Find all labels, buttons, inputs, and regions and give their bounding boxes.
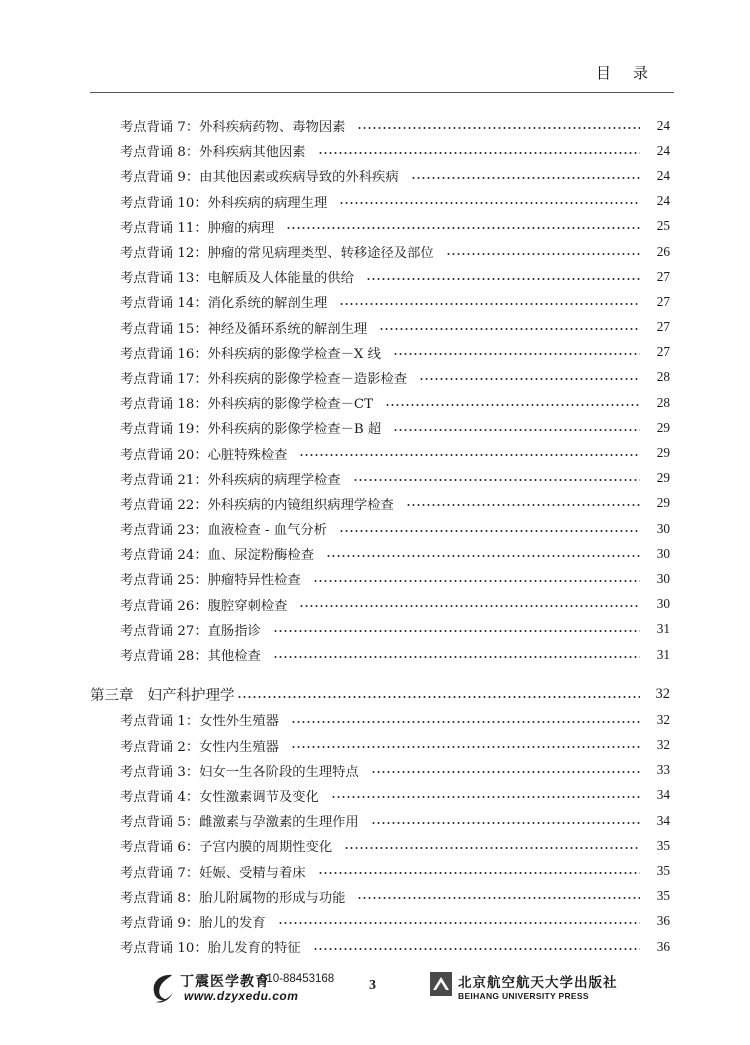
entry-label: 考点背诵 12： xyxy=(120,246,208,262)
toc-entry-row[interactable] xyxy=(0,239,750,264)
entry-label: 考点背诵 21： xyxy=(120,472,208,488)
right-logo-en: BEIHANG UNIVERSITY PRESS xyxy=(458,991,589,1001)
publisher-logo-right xyxy=(430,970,630,1006)
entry-title: 肿瘤的病理 xyxy=(207,220,275,236)
entry-label: 考点背诵 24： xyxy=(120,548,208,564)
left-logo-url: www.dzyxedu.com xyxy=(184,989,299,1003)
entry-label: 考点背诵 17： xyxy=(120,371,208,387)
toc-entry-row[interactable] xyxy=(0,707,750,732)
page-ref: 30 xyxy=(656,520,670,536)
swirl-logo-icon xyxy=(150,972,176,1004)
page-ref: 34 xyxy=(656,812,670,828)
dot-leader xyxy=(385,404,640,406)
page-ref: 30 xyxy=(656,545,670,561)
toc-entry-row[interactable] xyxy=(0,858,750,883)
entry-label: 考点背诵 10： xyxy=(120,941,208,957)
entry-title: 外科疾病的病理学检查 xyxy=(207,472,341,488)
entry-title: 雌激素与孕激素的生理作用 xyxy=(199,815,359,831)
toc-entry-row[interactable] xyxy=(0,909,750,934)
entry-title: 腹腔穿刺检查 xyxy=(207,598,288,614)
entry-title: 消化系统的解剖生理 xyxy=(207,296,328,312)
entry-title: 女性激素调节及变化 xyxy=(199,789,319,805)
entry-label: 考点背诵 20： xyxy=(120,447,208,463)
dot-leader xyxy=(353,479,640,481)
dot-leader xyxy=(379,328,640,330)
dot-leader xyxy=(366,278,640,280)
entry-title: 外科疾病的影像学检查－X 线 xyxy=(207,346,381,362)
entry-title: 外科疾病的影像学检查－B 超 xyxy=(207,422,382,438)
entry-title: 心脏特殊检查 xyxy=(207,447,288,463)
dot-leader xyxy=(411,177,640,179)
dot-leader xyxy=(371,771,640,773)
page-ref: 29 xyxy=(656,419,670,435)
right-logo-text: 北京航空航天大学出版社 xyxy=(458,975,618,991)
toc-entry-row[interactable] xyxy=(0,390,750,415)
entry-label: 考点背诵 4： xyxy=(120,789,200,805)
dot-leader xyxy=(273,630,640,632)
toc-entry-row[interactable] xyxy=(0,592,750,617)
toc-entry-row[interactable] xyxy=(0,415,750,440)
page-ref: 30 xyxy=(656,570,670,586)
entry-label: 考点背诵 8： xyxy=(120,890,200,906)
toc-entry-row[interactable] xyxy=(0,214,750,239)
dot-leader xyxy=(273,656,640,658)
dot-leader xyxy=(326,555,640,557)
page-ref: 32 xyxy=(656,711,670,727)
page-number: 3 xyxy=(369,978,376,993)
page-ref: 32 xyxy=(656,737,670,753)
entry-label: 考点背诵 23： xyxy=(120,523,208,539)
page-ref: 29 xyxy=(656,495,670,511)
page-ref: 29 xyxy=(656,470,670,486)
entry-title: 血、尿淀粉酶检查 xyxy=(207,548,315,564)
toc-entry-row[interactable] xyxy=(0,189,750,214)
page-ref: 36 xyxy=(656,938,670,954)
toc-entry-row[interactable] xyxy=(0,264,750,289)
page-ref: 28 xyxy=(656,369,670,385)
footer xyxy=(0,970,750,1010)
entry-label: 考点背诵 7： xyxy=(120,120,200,136)
page-ref: 24 xyxy=(656,142,670,158)
entry-title: 神经及循环系统的解剖生理 xyxy=(207,321,368,337)
left-logo-text: 丁震医学教育 xyxy=(180,974,270,990)
entry-title: 胎儿的发育 xyxy=(199,915,266,931)
page-ref: 29 xyxy=(656,445,670,461)
dot-leader xyxy=(339,530,640,532)
toc-entry-row[interactable] xyxy=(0,758,750,783)
page-ref: 36 xyxy=(656,913,670,929)
entry-label: 考点背诵 27： xyxy=(120,623,208,639)
page-ref: 35 xyxy=(656,837,670,853)
page-ref: 24 xyxy=(656,193,670,209)
page-ref: 33 xyxy=(656,762,670,778)
entry-title: 外科疾病药物、毒物因素 xyxy=(199,120,346,136)
entry-title: 其他检查 xyxy=(207,649,261,665)
toc-entry-row[interactable] xyxy=(0,440,750,465)
page-ref: 31 xyxy=(656,646,670,662)
toc-entry-row[interactable] xyxy=(0,642,750,667)
toc-entry-row[interactable] xyxy=(0,934,750,959)
entry-title: 由其他因素或疾病导致的外科疾病 xyxy=(199,170,399,186)
entry-label: 考点背诵 22： xyxy=(120,497,208,513)
dot-leader xyxy=(318,152,640,154)
entry-title: 妇女一生各阶段的生理特点 xyxy=(199,764,359,780)
dot-leader xyxy=(393,429,640,431)
toc-entry-row[interactable] xyxy=(0,289,750,314)
chapter-label: 第三章 xyxy=(90,688,134,705)
page-ref: 30 xyxy=(656,596,670,612)
toc-entry-row[interactable] xyxy=(0,884,750,909)
dot-leader xyxy=(286,227,640,229)
entry-label: 考点背诵 26： xyxy=(120,598,208,614)
entry-label: 考点背诵 2： xyxy=(120,739,200,755)
entry-label: 考点背诵 13： xyxy=(120,271,208,287)
entry-label: 考点背诵 9： xyxy=(120,170,200,186)
dot-leader xyxy=(318,872,640,874)
entry-title: 电解质及人体能量的供给 xyxy=(207,271,354,287)
dot-leader xyxy=(371,822,640,824)
page-ref: 27 xyxy=(656,293,670,309)
toc-chapter-row[interactable] xyxy=(0,682,750,707)
entry-label: 考点背诵 11： xyxy=(120,220,208,236)
entry-label: 考点背诵 15： xyxy=(120,321,208,337)
toc-entry-row[interactable] xyxy=(0,315,750,340)
toc-entry-row[interactable] xyxy=(0,491,750,516)
page-ref: 35 xyxy=(656,863,670,879)
toc-entry-row[interactable] xyxy=(0,617,750,642)
table-of-contents xyxy=(0,113,750,959)
toc-entry-row[interactable] xyxy=(0,516,750,541)
dot-leader xyxy=(419,378,640,380)
entry-title: 血液检查 - 血气分析 xyxy=(207,523,327,539)
toc-entry-row[interactable] xyxy=(0,365,750,390)
entry-label: 考点背诵 25： xyxy=(120,573,208,589)
entry-title: 外科疾病的内镜组织病理学检查 xyxy=(207,497,394,513)
page-ref: 27 xyxy=(656,344,670,360)
entry-title: 外科疾病的影像学检查－造影检查 xyxy=(207,371,408,387)
entry-label: 考点背诵 3： xyxy=(120,764,200,780)
dot-leader xyxy=(278,922,640,924)
entry-title: 女性外生殖器 xyxy=(199,714,279,730)
page-ref: 28 xyxy=(656,394,670,410)
page-ref: 34 xyxy=(656,787,670,803)
entry-title: 外科疾病其他因素 xyxy=(199,145,306,161)
press-emblem-icon xyxy=(430,972,452,996)
entry-title: 肿瘤特异性检查 xyxy=(207,573,301,589)
page-ref: 24 xyxy=(656,117,670,133)
toc-entry-row[interactable] xyxy=(0,833,750,858)
toc-entry-row[interactable] xyxy=(0,466,750,491)
entry-title: 子宫内膜的周期性变化 xyxy=(199,840,333,856)
page-ref: 26 xyxy=(656,243,670,259)
entry-label: 考点背诵 7： xyxy=(120,865,200,881)
left-logo-phone: 010-88453168 xyxy=(260,973,335,985)
entry-label: 考点背诵 8： xyxy=(120,145,200,161)
dot-leader xyxy=(313,948,640,950)
entry-title: 胎儿附属物的形成与功能 xyxy=(199,890,346,906)
page-ref: 27 xyxy=(656,319,670,335)
entry-label: 考点背诵 1： xyxy=(120,714,200,730)
entry-title: 外科疾病的病理生理 xyxy=(207,195,328,211)
entry-label: 考点背诵 19： xyxy=(120,422,208,438)
entry-label: 考点背诵 14： xyxy=(120,296,208,312)
dot-leader xyxy=(357,897,640,899)
toc-entry-row[interactable] xyxy=(0,566,750,591)
dot-leader xyxy=(339,202,640,204)
dot-leader xyxy=(446,253,640,255)
entry-title: 胎儿发育的特征 xyxy=(207,941,301,957)
dot-leader xyxy=(393,353,640,355)
dot-leader xyxy=(406,504,640,506)
entry-label: 考点背诵 16： xyxy=(120,346,208,362)
entry-label: 考点背诵 5： xyxy=(120,815,200,831)
page-ref: 32 xyxy=(655,686,670,703)
toc-entry-row[interactable] xyxy=(0,808,750,833)
header-rule xyxy=(90,92,674,93)
toc-entry-row[interactable] xyxy=(0,113,750,138)
dot-leader xyxy=(299,454,640,456)
dot-leader xyxy=(344,847,640,849)
page-ref: 25 xyxy=(656,218,670,234)
toc-entry-row[interactable] xyxy=(0,340,750,365)
entry-label: 考点背诵 10： xyxy=(120,195,208,211)
dot-leader xyxy=(357,127,640,129)
toc-entry-row[interactable] xyxy=(0,783,750,808)
dot-leader xyxy=(291,746,640,748)
entry-title: 妊娠、受精与着床 xyxy=(199,865,306,881)
dot-leader xyxy=(313,580,640,582)
dot-leader xyxy=(299,605,640,607)
page-ref: 35 xyxy=(656,888,670,904)
page-ref: 27 xyxy=(656,268,670,284)
dot-leader xyxy=(237,696,641,698)
dot-leader xyxy=(339,303,640,305)
toc-entry-row[interactable] xyxy=(0,541,750,566)
page-ref: 24 xyxy=(656,167,670,183)
entry-label: 考点背诵 28： xyxy=(120,649,208,665)
dot-leader xyxy=(291,721,640,723)
toc-entry-row[interactable] xyxy=(0,163,750,188)
entry-label: 考点背诵 18： xyxy=(120,397,208,413)
toc-entry-row[interactable] xyxy=(0,138,750,163)
toc-entry-row[interactable] xyxy=(0,733,750,758)
entry-label: 考点背诵 9： xyxy=(120,915,200,931)
entry-title: 外科疾病的影像学检查－CT xyxy=(207,397,373,413)
chapter-title: 妇产科护理学 xyxy=(147,688,235,705)
entry-title: 女性内生殖器 xyxy=(199,739,279,755)
publisher-logo-left xyxy=(150,970,350,1006)
entry-title: 直肠指诊 xyxy=(207,623,261,639)
page-ref: 31 xyxy=(656,621,670,637)
entry-label: 考点背诵 6： xyxy=(120,840,200,856)
page-header-title: 目录 xyxy=(595,64,670,82)
entry-title: 肿瘤的常见病理类型、转移途径及部位 xyxy=(207,246,434,262)
dot-leader xyxy=(331,796,640,798)
